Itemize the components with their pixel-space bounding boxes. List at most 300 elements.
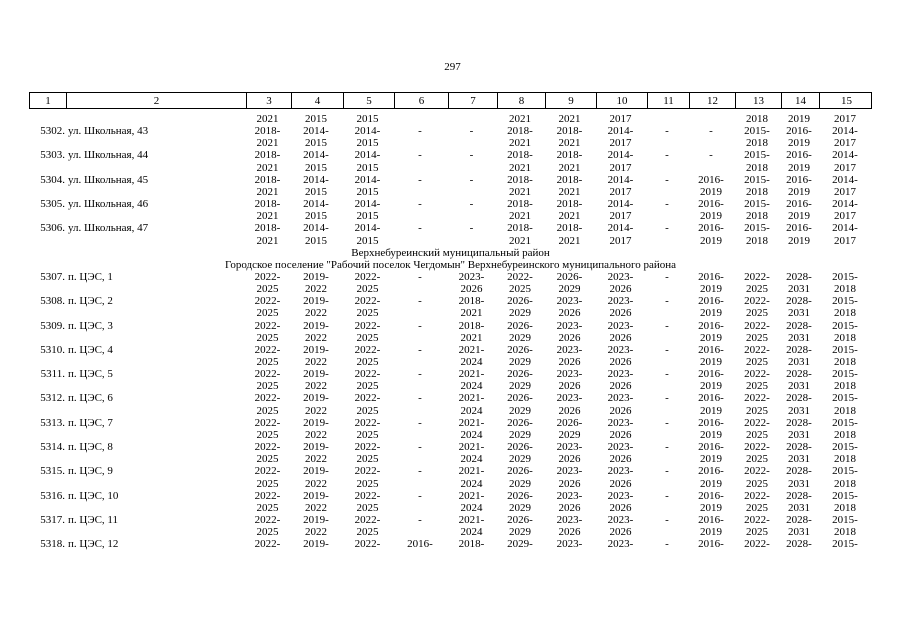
cell-col-13: 2022- [744, 368, 770, 381]
row-number: 5309. [40, 319, 65, 332]
cell-col-6: - [418, 198, 422, 211]
cell-col-7: 2021 [460, 307, 483, 320]
cell-col-4: 2022 [305, 331, 327, 344]
cell-col-8: 2018- [507, 125, 533, 138]
cell-col-3: 2022- [254, 368, 281, 381]
cell-col-4: 2019- [303, 513, 329, 526]
cell-col-9: 2018- [556, 149, 583, 162]
cell-col-12: 2019 [700, 234, 722, 247]
cell-col-10: 2017 [609, 137, 632, 150]
cell-col-10: 2017 [609, 113, 632, 125]
cell-col-14: 2028- [786, 465, 812, 478]
header-col-6: 6 [394, 93, 448, 108]
cell-col-4: 2015 [305, 210, 327, 223]
cell-col-5: 2025 [356, 453, 379, 466]
cell-col-14: 2016- [786, 198, 812, 211]
cell-col-10: 2023- [607, 368, 634, 381]
cell-col-15: 2015- [832, 392, 858, 405]
cell-col-8: 2029 [509, 526, 531, 539]
table-line [29, 210, 872, 222]
cell-col-9: 2021 [558, 161, 581, 174]
cell-col-3: 2025 [256, 477, 279, 490]
cell-col-3: 2018- [254, 125, 281, 138]
cell-col-4: 2015 [305, 137, 327, 150]
cell-col-5: 2025 [356, 501, 379, 514]
cell-col-5: 2014- [354, 173, 381, 186]
cell-col-8: 2029 [509, 453, 531, 466]
cell-col-12: 2019 [700, 210, 722, 223]
cell-col-10: 2023- [607, 489, 634, 502]
cell-col-6: - [418, 489, 422, 502]
table-line [29, 162, 872, 174]
cell-col-6: - [418, 513, 422, 526]
cell-col-11: - [665, 416, 669, 429]
cell-col-10: 2026 [609, 283, 632, 296]
cell-col-8: 2029 [509, 380, 531, 393]
cell-col-11: - [665, 441, 669, 454]
cell-col-8: 2026- [507, 513, 533, 526]
table-line [29, 429, 872, 441]
cell-col-15: 2018 [834, 404, 856, 417]
cell-col-12: 2016- [698, 295, 724, 308]
cell-col-7: 2026 [460, 283, 483, 296]
cell-col-3: 2018- [254, 222, 281, 235]
table-line [29, 478, 872, 490]
row-address: ул. Школьная, 46 [68, 198, 149, 211]
cell-col-10: 2023- [607, 319, 634, 332]
table-line [29, 514, 872, 526]
cell-col-15: 2018 [834, 501, 856, 514]
cell-col-10: 2017 [609, 161, 632, 174]
row-number: 5316. [40, 489, 65, 502]
cell-col-15: 2015- [832, 295, 858, 308]
cell-col-13: 2018 [746, 234, 768, 247]
cell-col-5: 2025 [356, 404, 379, 417]
cell-col-12: 2019 [700, 453, 722, 466]
cell-col-14: 2028- [786, 441, 812, 454]
cell-col-10: 2017 [609, 234, 632, 247]
header-col-2: 2 [66, 93, 246, 108]
row-address: ул. Школьная, 47 [68, 222, 149, 235]
cell-col-8: 2029 [509, 356, 531, 368]
cell-col-10: 2017 [609, 185, 632, 198]
cell-col-5: 2025 [356, 283, 379, 296]
cell-col-3: 2022- [254, 270, 281, 283]
cell-col-9: 2021 [558, 210, 581, 223]
cell-col-13: 2022- [744, 392, 770, 405]
cell-col-14: 2016- [786, 125, 812, 138]
section-title-line [29, 259, 872, 271]
cell-col-14: 2031 [788, 380, 810, 393]
cell-col-11: - [665, 392, 669, 405]
cell-col-15: 2015- [832, 489, 858, 502]
cell-col-3: 2018- [254, 198, 281, 211]
table-line [29, 356, 872, 368]
cell-col-12: 2019 [700, 331, 722, 344]
cell-col-11: - [665, 270, 669, 283]
cell-col-3: 2022- [254, 319, 281, 332]
cell-col-6: - [418, 416, 422, 429]
cell-col-13: 2022- [744, 416, 770, 429]
cell-col-12: 2019 [700, 356, 722, 368]
cell-col-9: 2018- [556, 173, 583, 186]
cell-col-9: 2018- [556, 198, 583, 211]
row-address: ул. Школьная, 44 [68, 149, 149, 162]
cell-col-13: 2015- [744, 222, 770, 235]
cell-col-3: 2025 [256, 453, 279, 466]
table-line [29, 332, 872, 344]
cell-col-3: 2022- [254, 416, 281, 429]
cell-col-12: 2019 [700, 428, 722, 441]
cell-col-14: 2031 [788, 404, 810, 417]
cell-col-9: 2021 [558, 137, 581, 150]
cell-col-13: 2025 [746, 307, 768, 320]
cell-col-8: 2026- [507, 392, 533, 405]
cell-col-15: 2018 [834, 307, 856, 320]
cell-col-13: 2022- [744, 489, 770, 502]
header-col-15: 15 [819, 93, 873, 108]
cell-col-14: 2019 [788, 161, 810, 174]
section-title-line [29, 247, 872, 259]
cell-col-9: 2023- [556, 295, 583, 308]
cell-col-13: 2025 [746, 501, 768, 514]
cell-col-13: 2015- [744, 149, 770, 162]
cell-col-3: 2022- [254, 465, 281, 478]
cell-col-9: 2021 [558, 234, 581, 247]
cell-col-4: 2022 [305, 356, 327, 368]
cell-col-5: 2022- [354, 416, 381, 429]
cell-col-5: 2025 [356, 356, 379, 368]
cell-col-7: 2024 [460, 428, 483, 441]
page-number: 297 [444, 61, 461, 73]
cell-col-10: 2023- [607, 538, 634, 551]
cell-col-6: - [418, 441, 422, 454]
cell-col-7: 2024 [460, 501, 483, 514]
cell-col-3: 2022- [254, 538, 281, 551]
cell-col-13: 2018 [746, 137, 768, 150]
cell-col-9: 2023- [556, 343, 583, 356]
cell-col-5: 2015 [356, 113, 379, 125]
cell-col-4: 2019- [303, 489, 329, 502]
cell-col-10: 2023- [607, 392, 634, 405]
cell-col-4: 2019- [303, 416, 329, 429]
cell-col-4: 2014- [303, 125, 329, 138]
cell-col-10: 2014- [607, 149, 634, 162]
cell-col-14: 2019 [788, 234, 810, 247]
cell-col-13: 2018 [746, 113, 768, 125]
cell-col-13: 2022- [744, 319, 770, 332]
row-address: ул. Школьная, 45 [68, 173, 149, 186]
table-line [29, 320, 872, 332]
section-title: Городское поселение "Рабочий поселок Чегдомын" Верхнебуреинского муниципального района [224, 258, 677, 271]
row-number: 5314. [40, 441, 65, 454]
table-line [29, 417, 872, 429]
cell-col-3: 2025 [256, 526, 279, 539]
cell-col-15: 2017 [834, 113, 856, 125]
cell-col-11: - [665, 149, 669, 162]
cell-col-13: 2018 [746, 161, 768, 174]
cell-col-14: 2031 [788, 477, 810, 490]
row-address: ул. Школьная, 43 [68, 125, 149, 138]
cell-col-5: 2014- [354, 149, 381, 162]
cell-col-12: 2016- [698, 222, 724, 235]
cell-col-9: 2018- [556, 222, 583, 235]
cell-col-7: 2018- [458, 319, 485, 332]
cell-col-9: 2021 [558, 113, 581, 125]
cell-col-15: 2017 [834, 210, 856, 223]
cell-col-10: 2026 [609, 501, 632, 514]
cell-col-13: 2022- [744, 441, 770, 454]
cell-col-10: 2026 [609, 453, 632, 466]
cell-col-7: 2024 [460, 526, 483, 539]
cell-col-11: - [665, 538, 669, 551]
cell-col-4: 2022 [305, 307, 327, 320]
table-line [29, 368, 872, 380]
table-line [29, 198, 872, 210]
cell-col-8: 2025 [509, 283, 531, 296]
cell-col-6: - [418, 319, 422, 332]
cell-col-12: 2016- [698, 489, 724, 502]
cell-col-14: 2031 [788, 453, 810, 466]
cell-col-13: 2025 [746, 428, 768, 441]
cell-col-9: 2026 [558, 526, 581, 539]
cell-col-9: 2023- [556, 489, 583, 502]
cell-col-5: 2015 [356, 185, 379, 198]
cell-col-8: 2018- [507, 222, 533, 235]
cell-col-14: 2028- [786, 416, 812, 429]
cell-col-11: - [665, 465, 669, 478]
cell-col-4: 2019- [303, 368, 329, 381]
cell-col-14: 2028- [786, 295, 812, 308]
cell-col-3: 2022- [254, 513, 281, 526]
cell-col-13: 2018 [746, 185, 768, 198]
cell-col-4: 2019- [303, 441, 329, 454]
cell-col-5: 2022- [354, 465, 381, 478]
cell-col-4: 2022 [305, 283, 327, 296]
cell-col-11: - [665, 222, 669, 235]
cell-col-14: 2019 [788, 113, 810, 125]
cell-col-14: 2031 [788, 356, 810, 368]
cell-col-7: - [469, 222, 474, 235]
cell-col-12: 2016- [698, 392, 724, 405]
cell-col-13: 2025 [746, 404, 768, 417]
cell-col-3: 2022- [254, 295, 281, 308]
row-number: 5302. [40, 125, 65, 138]
cell-col-13: 2022- [744, 270, 770, 283]
cell-col-15: 2015- [832, 513, 858, 526]
cell-col-4: 2014- [303, 149, 329, 162]
cell-col-14: 2019 [788, 185, 810, 198]
cell-col-12: 2016- [698, 513, 724, 526]
cell-col-5: 2022- [354, 392, 381, 405]
cell-col-15: 2018 [834, 428, 856, 441]
cell-col-12: 2016- [698, 270, 724, 283]
cell-col-8: 2018- [507, 173, 533, 186]
cell-col-4: 2022 [305, 501, 327, 514]
cell-col-4: 2015 [305, 113, 327, 125]
cell-col-10: 2014- [607, 222, 634, 235]
cell-col-4: 2022 [305, 453, 327, 466]
cell-col-9: 2026- [556, 270, 583, 283]
cell-col-12: 2016- [698, 416, 724, 429]
cell-col-12: 2019 [700, 404, 722, 417]
cell-col-7: 2021- [458, 465, 485, 478]
cell-col-6: - [418, 222, 422, 235]
table-line [29, 465, 872, 477]
table-line [29, 186, 872, 198]
cell-col-11: - [665, 173, 669, 186]
cell-col-9: 2023- [556, 465, 583, 478]
cell-col-5: 2022- [354, 538, 381, 551]
cell-col-15: 2015- [832, 441, 858, 454]
cell-col-4: 2014- [303, 173, 329, 186]
cell-col-6: - [418, 173, 422, 186]
cell-col-3: 2021 [256, 234, 279, 247]
cell-col-14: 2019 [788, 210, 810, 223]
cell-col-7: 2021- [458, 441, 485, 454]
cell-col-15: 2018 [834, 477, 856, 490]
cell-col-4: 2014- [303, 222, 329, 235]
cell-col-8: 2029 [509, 404, 531, 417]
header-col-14: 14 [781, 93, 819, 108]
cell-col-10: 2023- [607, 465, 634, 478]
cell-col-8: 2021 [509, 210, 531, 223]
cell-col-5: 2022- [354, 513, 381, 526]
cell-col-5: 2025 [356, 307, 379, 320]
cell-col-14: 2016- [786, 222, 812, 235]
cell-col-5: 2025 [356, 477, 379, 490]
cell-col-5: 2022- [354, 368, 381, 381]
cell-col-3: 2025 [256, 380, 279, 393]
cell-col-13: 2025 [746, 477, 768, 490]
cell-col-15: 2014- [832, 222, 858, 235]
row-address: п. ЦЭС, 3 [68, 319, 113, 332]
table-line [29, 405, 872, 417]
cell-col-14: 2016- [786, 149, 812, 162]
cell-col-3: 2025 [256, 356, 279, 368]
cell-col-9: 2026 [558, 477, 581, 490]
cell-col-5: 2015 [356, 161, 379, 174]
cell-col-12: 2019 [700, 283, 722, 296]
cell-col-7: 2024 [460, 477, 483, 490]
table-line [29, 271, 872, 283]
cell-col-12: 2016- [698, 319, 724, 332]
cell-col-14: 2031 [788, 526, 810, 539]
cell-col-4: 2015 [305, 161, 327, 174]
cell-col-5: 2022- [354, 295, 381, 308]
cell-col-11: - [665, 489, 669, 502]
table-line [29, 392, 872, 404]
cell-col-6: - [418, 368, 422, 381]
cell-col-15: 2014- [832, 198, 858, 211]
cell-col-15: 2018 [834, 453, 856, 466]
cell-col-5: 2025 [356, 331, 379, 344]
cell-col-13: 2025 [746, 283, 768, 296]
cell-col-6: - [418, 295, 422, 308]
cell-col-4: 2019- [303, 319, 329, 332]
cell-col-15: 2015- [832, 465, 858, 478]
cell-col-10: 2023- [607, 513, 634, 526]
table-line [29, 380, 872, 392]
cell-col-15: 2018 [834, 331, 856, 344]
cell-col-3: 2025 [256, 404, 279, 417]
cell-col-11: - [665, 198, 669, 211]
cell-col-8: 2022- [507, 270, 533, 283]
cell-col-8: 2018- [507, 149, 533, 162]
cell-col-4: 2019- [303, 343, 329, 356]
table-line [29, 222, 872, 234]
cell-col-15: 2015- [832, 343, 858, 356]
cell-col-9: 2021 [558, 185, 581, 198]
table-line [29, 502, 872, 514]
cell-col-3: 2021 [256, 137, 279, 150]
cell-col-4: 2014- [303, 198, 329, 211]
table-line [29, 137, 872, 149]
cell-col-3: 2025 [256, 428, 279, 441]
cell-col-5: 2014- [354, 198, 381, 211]
cell-col-5: 2025 [356, 380, 379, 393]
cell-col-14: 2031 [788, 283, 810, 296]
cell-col-5: 2015 [356, 234, 379, 247]
cell-col-8: 2026- [507, 295, 533, 308]
cell-col-10: 2026 [609, 380, 632, 393]
cell-col-14: 2031 [788, 501, 810, 514]
row-address: п. ЦЭС, 2 [68, 295, 113, 308]
cell-col-11: - [665, 319, 669, 332]
cell-col-10: 2023- [607, 343, 634, 356]
cell-col-13: 2015- [744, 198, 770, 211]
cell-col-10: 2026 [609, 477, 632, 490]
cell-col-14: 2028- [786, 392, 812, 405]
cell-col-7: 2024 [460, 380, 483, 393]
cell-col-6: - [418, 465, 422, 478]
cell-col-13: 2025 [746, 526, 768, 539]
cell-col-7: 2024 [460, 453, 483, 466]
cell-col-6: - [418, 125, 422, 138]
cell-col-12: 2016- [698, 173, 724, 186]
cell-col-8: 2029 [509, 307, 531, 320]
cell-col-13: 2025 [746, 356, 768, 368]
row-number: 5303. [40, 149, 65, 162]
cell-col-10: 2026 [609, 404, 632, 417]
cell-col-6: 2016- [407, 538, 433, 551]
cell-col-15: 2014- [832, 125, 858, 138]
header-col-7: 7 [448, 93, 497, 108]
cell-col-10: 2026 [609, 428, 632, 441]
cell-col-12: 2016- [698, 198, 724, 211]
cell-col-7: 2021- [458, 343, 485, 356]
row-number: 5305. [40, 198, 65, 211]
cell-col-12: 2016- [698, 538, 724, 551]
cell-col-7: 2021- [458, 368, 485, 381]
cell-col-13: 2022- [744, 295, 770, 308]
row-address: п. ЦЭС, 8 [68, 441, 113, 454]
cell-col-3: 2021 [256, 210, 279, 223]
cell-col-15: 2015- [832, 538, 858, 551]
cell-col-7: - [469, 149, 474, 162]
cell-col-6: - [418, 343, 422, 356]
cell-col-12: 2016- [698, 465, 724, 478]
row-number: 5306. [40, 222, 65, 235]
cell-col-9: 2026 [558, 307, 581, 320]
cell-col-8: 2018- [507, 198, 533, 211]
header-col-4: 4 [291, 93, 343, 108]
cell-col-15: 2015- [832, 319, 858, 332]
cell-col-13: 2025 [746, 380, 768, 393]
cell-col-7: 2021- [458, 489, 485, 502]
table-line [29, 125, 872, 137]
cell-col-6: - [418, 392, 422, 405]
